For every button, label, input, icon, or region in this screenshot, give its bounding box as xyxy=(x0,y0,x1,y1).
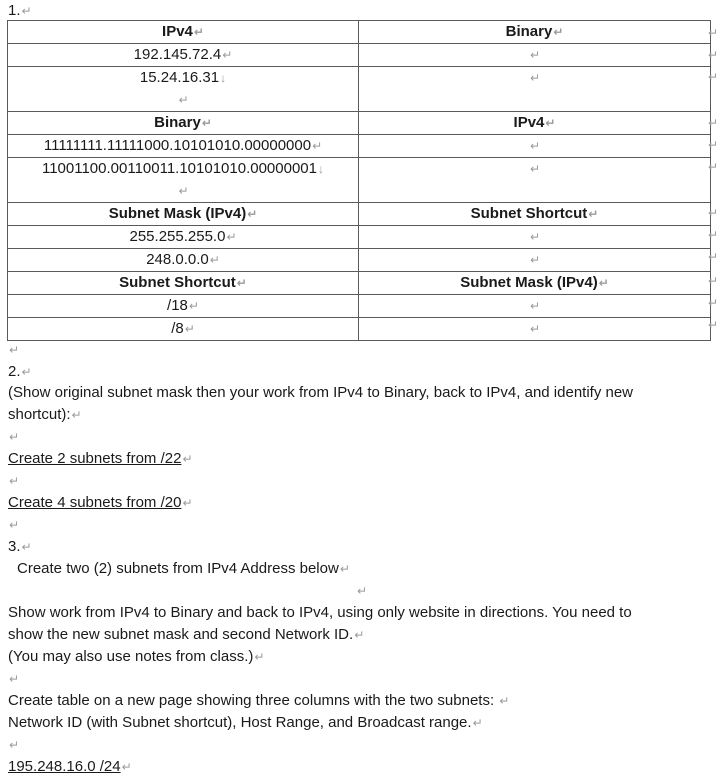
subnet-mask-answer-cell[interactable]: ↵ xyxy=(359,318,711,341)
row-end-mark: ↵ xyxy=(707,70,718,84)
shortcut-answer-cell[interactable]: ↵ xyxy=(359,249,711,272)
section-2-number: 2.↵ xyxy=(8,363,32,380)
row-end-mark: ↵ xyxy=(707,206,718,220)
table-header-row xyxy=(8,272,711,295)
row-end-mark: ↵ xyxy=(707,48,718,62)
row-end-mark: ↵ xyxy=(707,274,718,288)
subnet-mask-header: Subnet Mask (IPv4)↵ xyxy=(8,203,359,226)
table-row xyxy=(8,318,711,341)
table-row xyxy=(8,67,711,112)
ipv4-cell: 192.145.72.4↵ xyxy=(8,44,359,67)
row-end-mark: ↵ xyxy=(707,160,718,174)
row-end-mark: ↵ xyxy=(707,228,718,242)
table-row xyxy=(8,249,711,272)
section-2-instructions: (Show original subnet mask then your work from IPv4 to Binary, back to IPv4, and identify new xyxy=(8,384,634,401)
subnet-task-20: Create 4 subnets from /20↵ xyxy=(8,494,193,511)
empty-paragraph: ↵ xyxy=(9,672,20,686)
table-row xyxy=(8,135,711,158)
empty-paragraph: ↵ xyxy=(357,584,368,598)
ipv4-answer-cell[interactable]: ↵ xyxy=(359,135,711,158)
section-3-notes: (You may also use notes from class.)↵ xyxy=(8,648,265,665)
row-end-mark: ↵ xyxy=(707,296,718,310)
ipv4-cell: 15.24.16.31↓ ↵ xyxy=(8,67,359,112)
binary-answer-cell[interactable]: ↵ xyxy=(359,67,711,112)
conversion-table xyxy=(7,20,711,341)
subnet-task-22: Create 2 subnets from /22↵ xyxy=(8,450,193,467)
binary-answer-cell[interactable]: ↵ xyxy=(359,44,711,67)
empty-paragraph: ↵ xyxy=(9,518,20,532)
table-row xyxy=(8,226,711,249)
subnet-mask-header: Subnet Mask (IPv4)↵ xyxy=(359,272,711,295)
section-1-number: 1.↵ xyxy=(8,2,32,19)
section-2-instructions-continued: shortcut):↵ xyxy=(8,406,82,423)
ipv4-answer-cell[interactable]: ↵ xyxy=(359,158,711,203)
section-3-number: 3.↵ xyxy=(8,538,32,555)
section-3-table-columns: Network ID (with Subnet shortcut), Host Range, and Broadcast range.↵ xyxy=(8,714,483,731)
row-end-mark: ↵ xyxy=(707,116,718,130)
shortcut-cell: /8↵ xyxy=(8,318,359,341)
shortcut-answer-cell[interactable]: ↵ xyxy=(359,226,711,249)
row-end-mark: ↵ xyxy=(707,318,718,332)
shortcut-cell: /18↵ xyxy=(8,295,359,318)
subnet-mask-cell: 248.0.0.0↵ xyxy=(8,249,359,272)
empty-paragraph: ↵ xyxy=(9,738,20,752)
table-row xyxy=(8,158,711,203)
table-row xyxy=(8,44,711,67)
section-3-task: Create two (2) subnets from IPv4 Address below↵ xyxy=(17,560,350,577)
binary-header: Binary↵ xyxy=(359,21,711,44)
paragraph-mark: ↵ xyxy=(21,4,32,18)
binary-header: Binary↵ xyxy=(8,112,359,135)
subnet-mask-cell: 255.255.255.0↵ xyxy=(8,226,359,249)
subnet-mask-answer-cell[interactable]: ↵ xyxy=(359,295,711,318)
ipv4-address: 195.248.16.0 /24↵ xyxy=(8,758,132,775)
row-end-mark: ↵ xyxy=(707,26,718,40)
binary-cell: 11111111.11111000.10101010.00000000↵ xyxy=(8,135,359,158)
binary-cell: 11001100.00110011.10101010.00000001↓ ↵ xyxy=(8,158,359,203)
section-3-work-instructions: Show work from IPv4 to Binary and back to IPv4, using only website in directions. You need to xyxy=(8,604,632,621)
table-header-row xyxy=(8,21,711,44)
ipv4-header: IPv4↵ xyxy=(359,112,711,135)
empty-paragraph: ↵ xyxy=(9,474,20,488)
row-end-mark: ↵ xyxy=(707,250,718,264)
row-end-mark: ↵ xyxy=(707,138,718,152)
section-3-work-instructions-continued: show the new subnet mask and second Network ID.↵ xyxy=(8,626,365,643)
subnet-shortcut-header: Subnet Shortcut↵ xyxy=(8,272,359,295)
empty-paragraph: ↵ xyxy=(9,430,20,444)
table-header-row xyxy=(8,112,711,135)
empty-paragraph: ↵ xyxy=(9,343,20,357)
ipv4-header: IPv4↵ xyxy=(8,21,359,44)
subnet-shortcut-header: Subnet Shortcut↵ xyxy=(359,203,711,226)
section-3-table-instructions: Create table on a new page showing three columns with the two subnets: ↵ xyxy=(8,692,510,709)
table-header-row xyxy=(8,203,711,226)
table-row xyxy=(8,295,711,318)
